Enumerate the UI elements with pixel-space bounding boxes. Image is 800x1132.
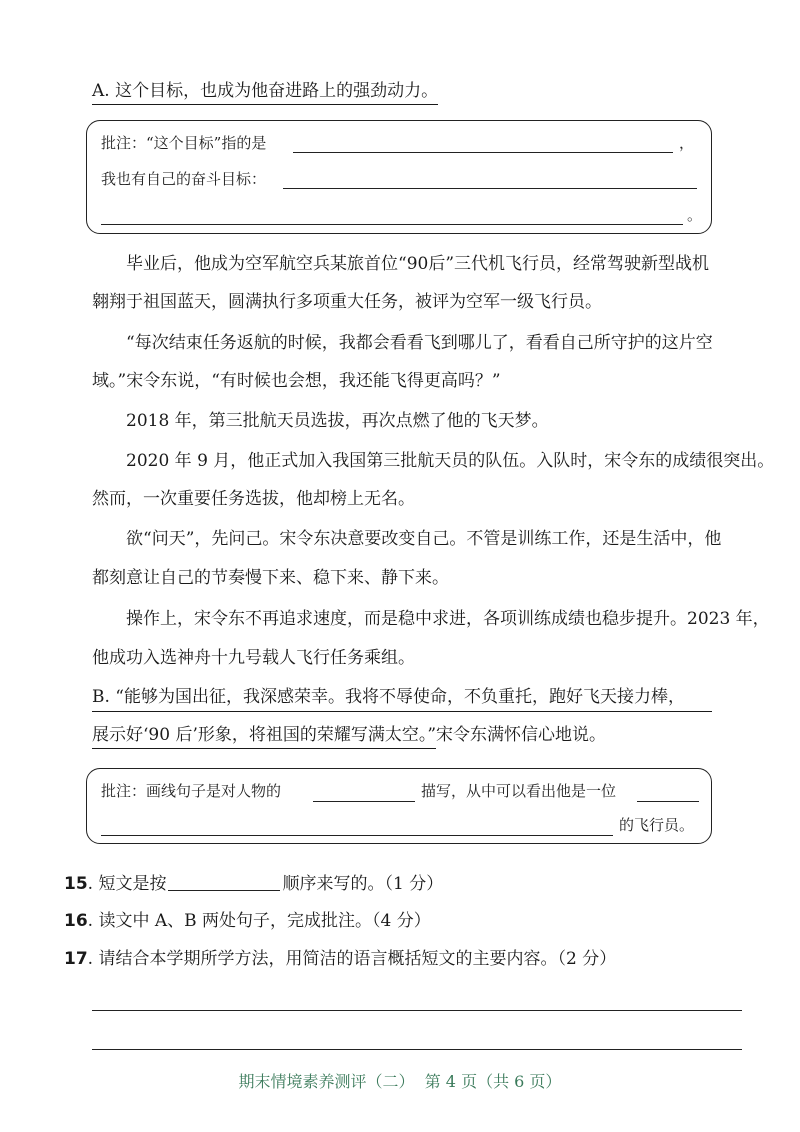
question-15-suffix: 顺序来写的。（1 分） bbox=[282, 874, 444, 894]
paragraph-3-line-1: 2018 年，第三批航天员选拔，再次点燃了他的飞天梦。 bbox=[126, 411, 549, 431]
question-15-blank[interactable] bbox=[168, 872, 280, 891]
annotation-box-a bbox=[86, 120, 712, 234]
question-15 bbox=[64, 872, 443, 895]
question-17-number: 17 bbox=[64, 949, 88, 969]
paragraph-5-line-1: 欲“问天”，先问己。宋令东决意要改变自己。不管是训练工作，还是生活中，他 bbox=[126, 529, 722, 549]
paragraph-1-line-2: 翱翔于祖国蓝天，圆满执行多项重大任务，被评为空军一级飞行员。 bbox=[92, 292, 602, 312]
box-a-line3-suffix: 。 bbox=[687, 206, 703, 224]
box-b-line1-label: 批注：画线句子是对人物的 bbox=[101, 782, 282, 800]
paragraph-6-line-2: 他成功入选神舟十九号载人飞行任务乘组。 bbox=[92, 648, 415, 668]
sentence-a bbox=[92, 80, 744, 102]
paragraph-6-line-1: 操作上，宋令东不再追求速度，而是稳中求进，各项训练成绩也稳步提升。2023 年， bbox=[126, 609, 770, 629]
paragraph-4-line-1: 2020 年 9 月，他正式加入我国第三批航天员的队伍。入队时，宋令东的成绩很突出。 bbox=[126, 451, 775, 471]
question-15-prefix: . 短文是按 bbox=[87, 874, 167, 894]
sentence-b-line-1 bbox=[92, 686, 744, 712]
sentence-b-line-2 bbox=[92, 724, 744, 746]
answer-line-2[interactable] bbox=[92, 1049, 742, 1050]
paragraph-2-line-1: “每次结束任务返航的时候，我都会看看飞到哪儿了，看看自己所守护的这片空 bbox=[126, 333, 713, 353]
box-a-line2-label: 我也有自己的奋斗目标： bbox=[101, 170, 267, 188]
box-a-blank-3[interactable] bbox=[101, 224, 683, 225]
question-15-number: 15 bbox=[64, 874, 88, 894]
answer-line-1[interactable] bbox=[92, 1010, 742, 1011]
question-17-text: . 请结合本学期所学方法，用简洁的语言概括短文的主要内容。（2 分） bbox=[87, 949, 617, 969]
sentence-a-text: A. 这个目标，也成为他奋进路上的强劲动力。 bbox=[92, 81, 438, 105]
question-16-number: 16 bbox=[64, 911, 88, 931]
box-b-blank-1[interactable] bbox=[313, 801, 415, 802]
question-16 bbox=[64, 910, 431, 932]
box-a-blank-1[interactable] bbox=[293, 152, 673, 153]
paragraph-2-line-2: 域。”宋令东说，“有时候也会想，我还能飞得更高吗？” bbox=[92, 371, 501, 391]
question-17 bbox=[64, 948, 616, 970]
paragraph-4-line-2: 然而，一次重要任务选拔，他却榜上无名。 bbox=[92, 489, 415, 509]
box-b-blank-2[interactable] bbox=[637, 801, 699, 802]
sentence-b-underlined-2: 展示好‘90 后’形象，将祖国的荣耀写满太空。” bbox=[92, 725, 436, 749]
box-a-blank-2[interactable] bbox=[283, 188, 697, 189]
box-b-line1-mid: 描写，从中可以看出他是一位 bbox=[421, 782, 617, 800]
box-a-line1-suffix: ， bbox=[679, 134, 695, 152]
sentence-b-underlined-1: B. “能够为国出征，我深感荣幸。我将不辱使命，不负重托，跑好飞天接力棒， bbox=[92, 686, 712, 712]
sentence-b-rest: 宋令东满怀信心地说。 bbox=[436, 725, 607, 745]
box-b-line2-suffix: 的飞行员。 bbox=[619, 816, 695, 834]
annotation-box-b bbox=[86, 768, 712, 844]
paragraph-1-line-1: 毕业后，他成为空军航空兵某旅首位“90后”三代机飞行员，经常驾驶新型战机 bbox=[126, 254, 710, 274]
box-b-blank-3[interactable] bbox=[101, 835, 613, 836]
paragraph-5-line-2: 都刻意让自己的节奏慢下来、稳下来、静下来。 bbox=[92, 568, 449, 588]
page-footer: 期末情境素养测评（二） 第 4 页（共 6 页） bbox=[238, 1072, 562, 1091]
box-a-line1-label: 批注：“这个目标”指的是 bbox=[101, 134, 267, 152]
question-16-text: . 读文中 A、B 两处句子，完成批注。（4 分） bbox=[87, 911, 431, 931]
